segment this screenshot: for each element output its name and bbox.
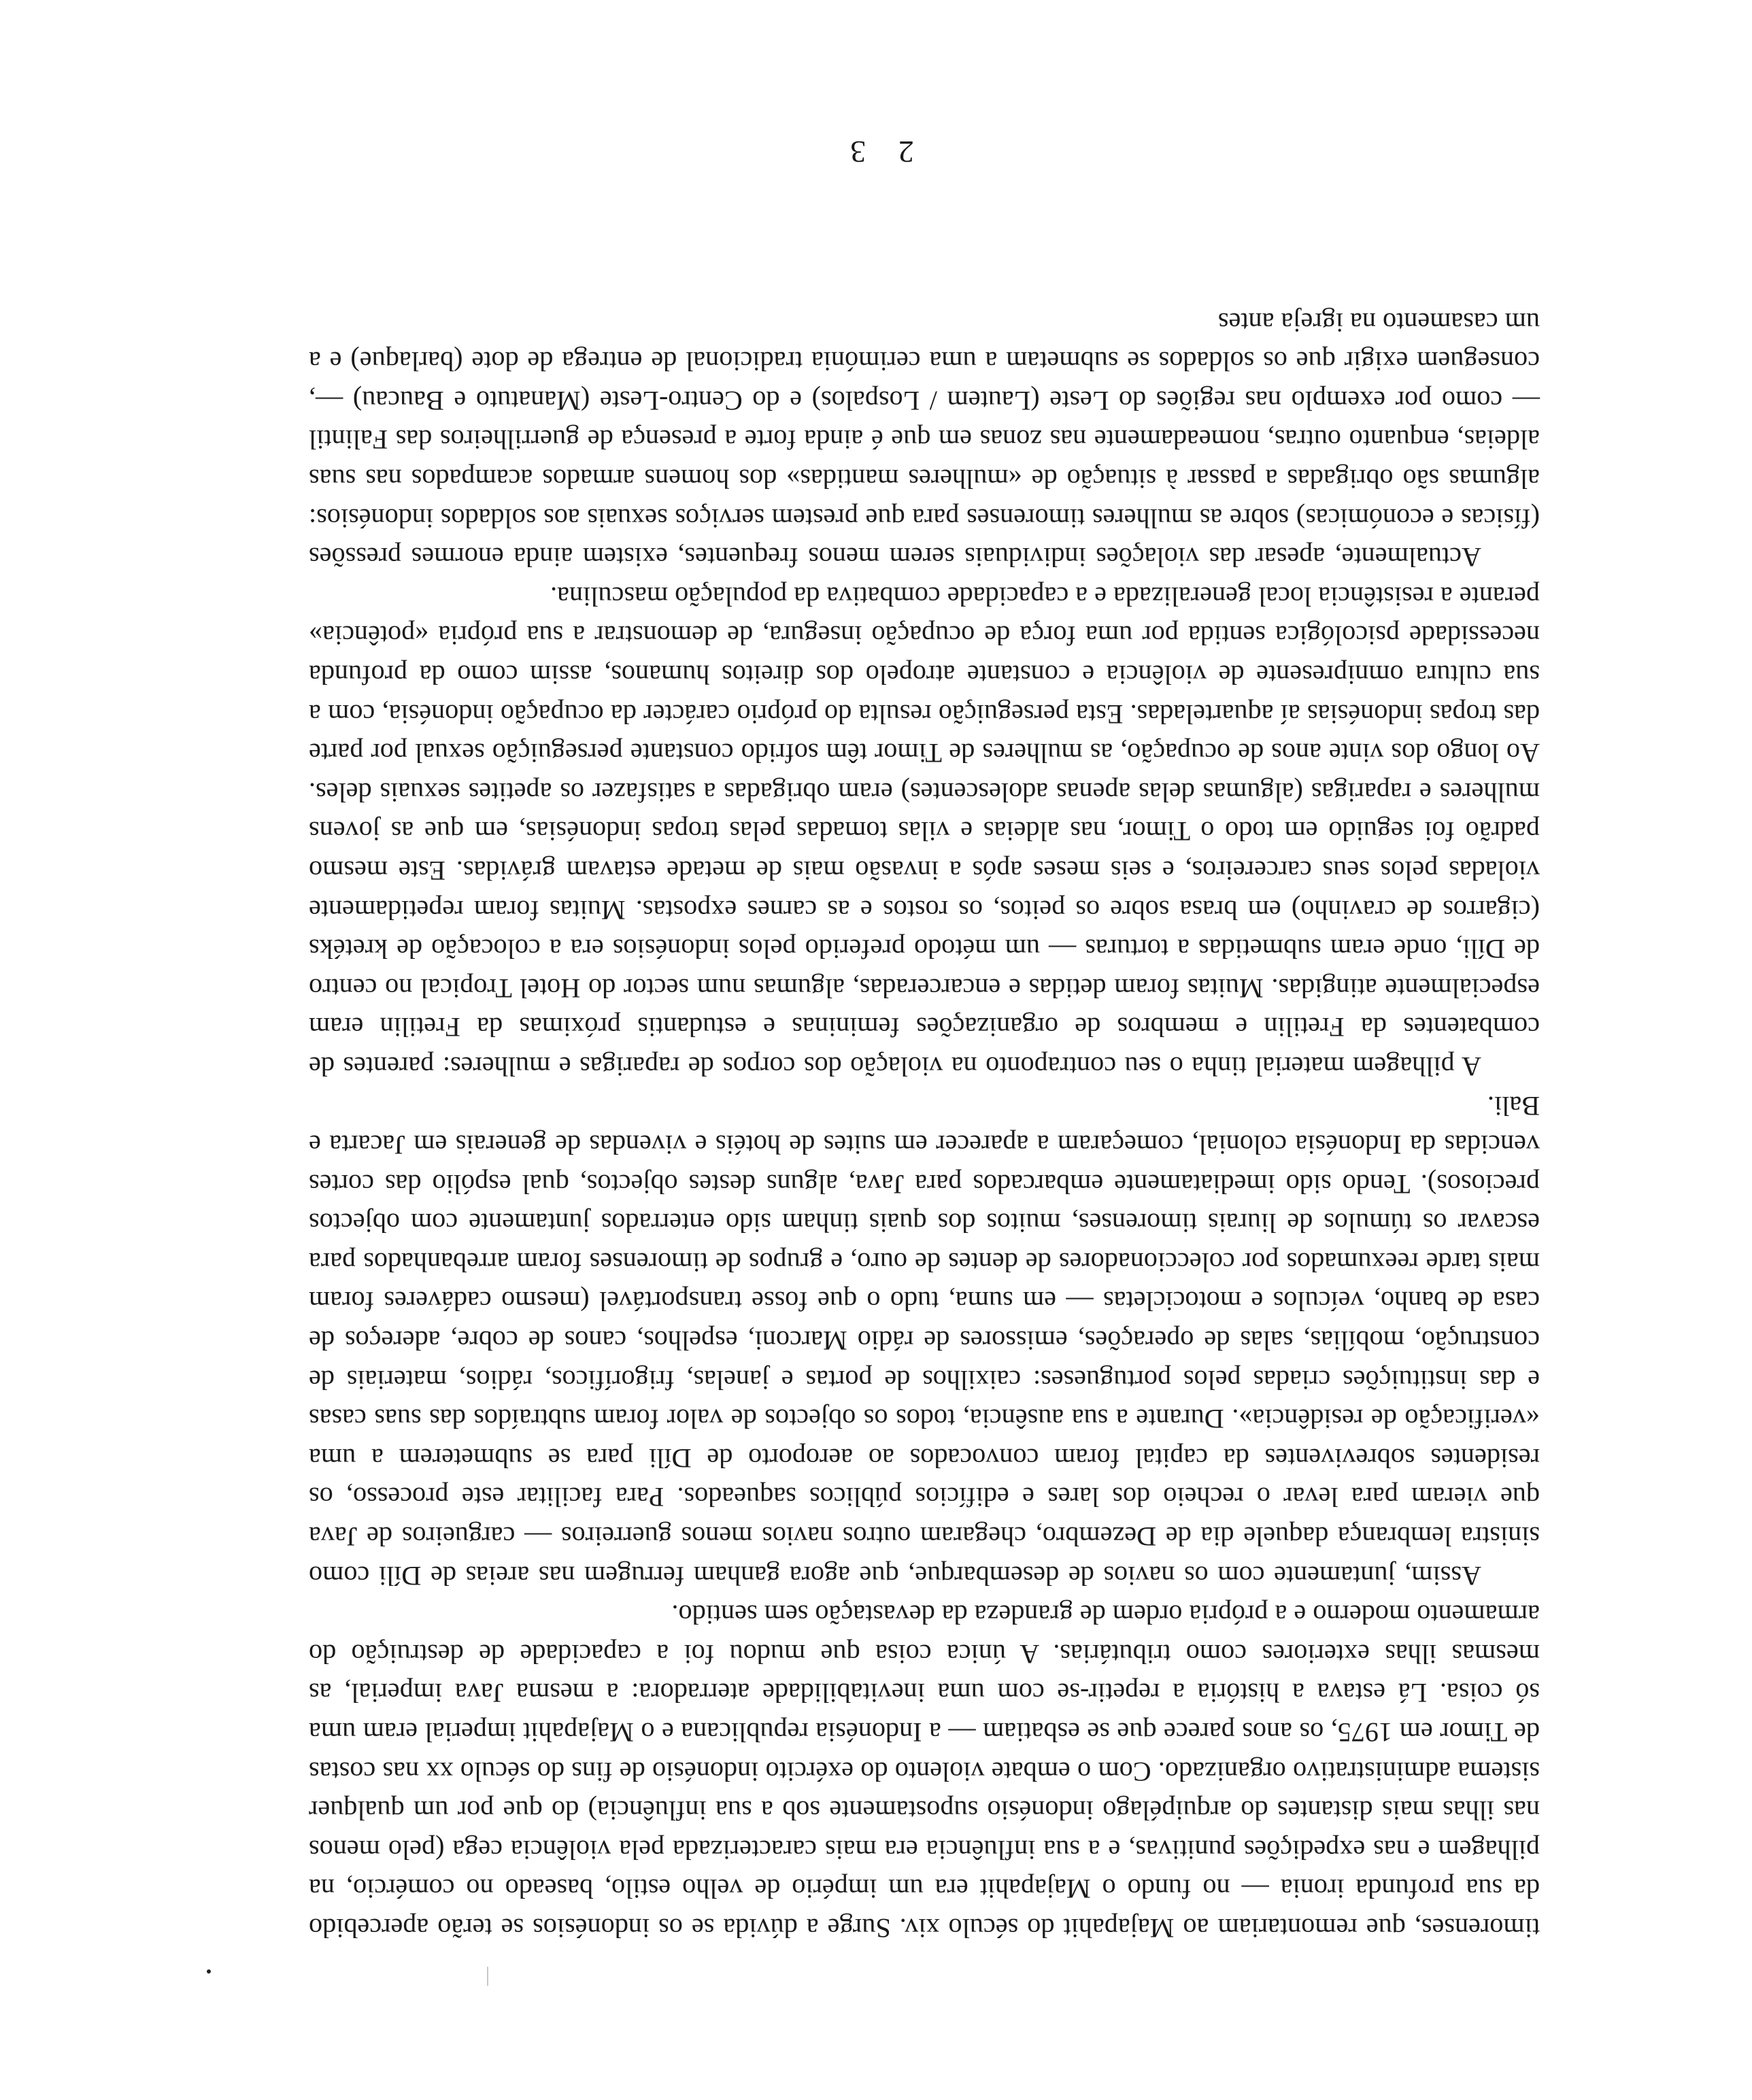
paragraph-2: Assim, juntamente com os navios de desembarque, que agora ganham ferrugem nas areias de Díli como sinistra lembrança daquele dia de Dezembro, chegaram outros navios menos guerreiros — cargueiros de Java que vieram para levar o recheio dos lares e edifícios públicos saqueados. Para facilitar este processo, os residentes sobreviventes da capital foram convocados ao aeroporto de Díli para se submeterem a uma «verificação de residência». Durante a sua ausência, todos os objectos de valor foram subtraídos das suas casas e das instituições criadas pelos portugueses: caixilhos de portas e janelas, frigoríficos, rádios, materiais de construção, mobílias, salas de operações, emissores de rádio Marconi, espelhos, canos de cobre, adereços de casa de banho, veículos e motocicletas — em suma, tudo o que fosse transportável (mesmo cadáveres foram mais tarde reexumados por coleccionadores de dentes de ouro, e grupos de timorenses foram arrebanhados para escavar os túmulos de liurais timorenses, muitos dos quais tinham sido enterrados juntamente com objectos preciosos). Tendo sido imediatamente embarcados para Java, alguns destes objectos, qual espólio das cortes vencidas da Indonésia colonial, começaram a aparecer em suites de hotéis e vivendas de generais em Jacarta e Bali. — [309, 1090, 1540, 1591]
body-text — [309, 303, 1540, 1948]
scan-mark — [487, 1967, 488, 1986]
scan-speck — [207, 1969, 211, 1974]
page-number: 2 3 — [838, 135, 914, 169]
paragraph-4: Actualmente, apesar das violações individuais serem menos frequentes, existem ainda enormes pressões (físicas e económicas) sobre as mulheres timorenses para que prestem serviços sexuais aos soldados indonésios: algumas são obrigadas a passar à situação de «mulheres mantidas» dos homens armados acampados nas suas aldeias, enquanto outras, nomeadamente nas zonas em que é ainda forte a presença de guerrilheiros das Falintil — como por exemplo nas regiões do Leste (Lautem / Lospalos) e do Centro-Leste (Manatuto e Baucau) —, conseguem exigir que os soldados se submetam a uma cerimónia tradicional de entrega de dote (barlaque) e a um casamento na igreja antes — [309, 307, 1540, 573]
paragraph-3: A pilhagem material tinha o seu contraponto na violação dos corpos de raparigas e mulheres: parentes de combatentes da Fretilin e membros de organizações femininas e estudantis próximas da Fretilin eram especialmente atingidas. Muitas foram detidas e encarceradas, algumas num sector do Hotel Tropical no centro de Díli, onde eram submetidas a torturas — um método preferido pelos indonésios era a colocação de kretéks (cigarros de cravinho) em brasa sobre os peitos, os rostos e as carnes expostas. Muitas foram repetidamente violadas pelos seus carcereiros, e seis meses após a invasão mais de metade estavam grávidas. Este mesmo padrão foi seguido em todo o Timor, nas aldeias e vilas tomadas pelas tropas indonésias, em que as jovens mulheres e raparigas (algumas delas apenas adolescentes) eram obrigadas a satisfazer os apetites sexuais deles. Ao longo dos vinte anos de ocupação, as mulheres de Timor têm sofrido constante perseguição sexual por parte das tropas indonésias aí aquarteladas. Esta perseguição resulta do próprio carácter da ocupação indonésia, com a sua cultura omnipresente de violência e constante atropelo dos direitos humanos, assim como da profunda necessidade psicológica sentida por uma força de ocupação insegura, de demonstrar a sua própria «potência» perante a resistência local generalizada e a capacidade combativa da população masculina. — [309, 581, 1540, 1082]
paragraph-1: timorenses, que remontariam ao Majapahit do século xiv. Surge a dúvida se os indonésios se terão apercebido da sua profunda ironia — no fundo o Majapahit era um império de velho estilo, baseado no comércio, na pilhagem e nas expedições punitivas, e a sua influência era mais caracterizada pela violência cega (pelo menos nas ilhas mais distantes do arquipélago indonésio supostamente sob a sua influência) do que por um qualquer sistema administrativo organizado. Com o embate violento do exército indonésio de fins do século xx nas costas de Timor em 1975, os anos parece que se esbatiam — a Indonésia republicana e o Majapahit imperial eram uma só coisa. Lá estava a história a repetir-se com uma inevitabilidade aterradora: a mesma Java imperial, as mesmas ilhas exteriores como tributárias. A única coisa que mudou foi a capacidade de destruição do armamento moderno e a própria ordem de grandeza da devastação sem sentido. — [309, 1599, 1540, 1944]
